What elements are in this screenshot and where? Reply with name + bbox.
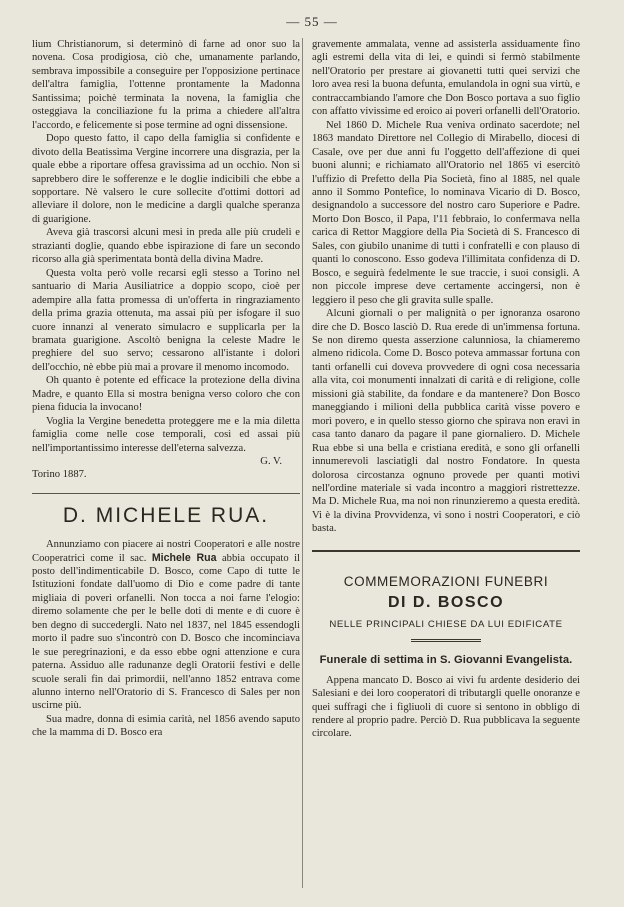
- column-divider: [302, 38, 303, 888]
- commemoration-title: COMMEMORAZIONI FUNEBRI: [343, 573, 549, 589]
- section-divider: [312, 550, 580, 552]
- paragraph: Alcuni giornali o per malignità o per ignoranza osarono dire che D. Bosco lasciò D. Rua erede di un'immensa fortuna. Se non diremo questa asserzione calunniosa, la chiameremo almeno ridicola. Come D. Bosco poteva ammassar fortuna con tanti orfanelli cui doveva provvedere di ogni cosa necessaria alla vita, coi monumenti innalzati di carità e di religione, colle missioni già stabilite, da fondare e da mantenere? Don Bosco maneggiando i milioni della pubblica carità visse povero e morì povero, e in quello stesso giorno che spirava non eravi in casa tanto danaro da pagare il pane giornaliero. D. Michele Rua ebbe sì una bella e cristiana eredità, e sono gli orfanelli innumerevoli lasciatigli dal nostro Fondatore. In questa dolorosa circostanza ognuno provede per quanti motivi nell'ordine materiale si vada incontro a maggiori ristrettezze. Ma D. Michele Rua, ma noi non rinunzieremo a questa eredità. Vi è la divina Provvidenza, vi sono i nostri Cooperatori, e ciò basta.: [312, 308, 580, 535]
- section-divider: [32, 493, 300, 494]
- paragraph: Sua madre, donna di esimia carità, nel 1856 avendo saputo che la mamma di D. Bosco era: [32, 713, 300, 739]
- section-title: D. MICHELE RUA.: [62, 504, 270, 528]
- paragraph: gravemente ammalata, venne ad assisterla assiduamente fino agli estremi della vita di lei, e quindi si fermò stabilmente nell'Oratorio per prestare ai giovanetti tutti quei servizi che loro avea resi la buona defunta, emulandola in ogni sua virtù, e contraccambiando l'amore che Don Bosco portava a suo figlio con affatto vivissime ed eroico ai poveri orfanelli dell'Oratorio.: [312, 39, 580, 118]
- subheading: Funerale di settima in S. Giovanni Evangelista.: [319, 654, 573, 667]
- paragraph: [32, 538, 300, 713]
- paragraph: Nel 1860 D. Michele Rua veniva ordinato sacerdote; nel 1863 mandato Direttore nel Collegio di Mirabello, diocesi di Casale, ove per due anni fu l'oggetto dell'affezione di quei buoni alunni; e richiamato all'Oratorio nel 1865 vi esercitò l'uffizio di Prefetto della Pia Società, fino al 1885, nel quale anno il Sommo Pontefice, lo nominava Vicario di D. Bosco, designandolo a successore del nostro caro Superiore e Padre. Morto Don Bosco, il Papa, l'11 febbraio, lo confermava nella carica di Rettor Maggiore della Pia Società di S. Francesco di Sales, con giubilo unanime di tutti i confratelli e con plauso di quanti lo conoscono. Esso godeva l'illimitata confidenza di D. Bosco, e seguirà fedelmente le sue traccie, i suoi consigli. A non piccole imprese deve certamente accingersi, non è leggiero il peso che gli gravita sulle spalle.: [312, 119, 580, 306]
- paragraph: Oh quanto è potente ed efficace la protezione della divina Madre, e quanto Ella si mostra benigna verso coloro che con piena fiducia la invocano!: [32, 375, 300, 414]
- person-name: Michele Rua: [151, 551, 217, 564]
- signoff: [32, 455, 300, 481]
- ornamental-rule: [411, 639, 481, 642]
- paragraph: Appena mancato D. Bosco ai vivi fu ardente desiderio dei Salesiani e dei loro cooperatori di tributargli quelle onoranze e quei suffragi che i figliuoli di cuore si sentono in obbligo di rendere al proprio padre. Perciò D. Rua pubblicava la seguente circolare.: [312, 674, 580, 740]
- signature: G. V.: [260, 456, 282, 468]
- page-number: — 55 —: [286, 14, 338, 29]
- paragraph: Voglia la Vergine benedetta proteggere me e la mia diletta famiglia come nelle cose temporali, così ed assai più nell'importantissimo interesse dell'eterna salvezza.: [32, 415, 300, 454]
- place-date: Torino 1887.: [32, 469, 87, 481]
- paragraph: lium Christianorum, si determinò di farne ad onor suo la novena. Cosa prodigiosa, ciò che, umanamente parlando, sembrava impossibile a conseguire per l'opposizione pertinace dell'altra famiglia, l'ottenne prontamente la Madonna Santissima; poichè terminata la novena, la famiglia che osteggiava la conciliazione fu la prima a chiedere all'altra l'accordo, e felicemente si pose termine ad ogni dissensione.: [32, 39, 300, 131]
- paragraph: Questa volta però volle recarsi egli stesso a Torino nel santuario di Maria Ausiliatrice a doppio scopo, cioè per adempire alla fatta promessa di un'offerta in ringraziamento della prima grazia ottenuta, ma assai più per isfogare il suo cuore innanzi al venerato simulacro e supplicarla per la bramata guarigione. Ascoltò benigna la celeste Madre le preghiere del suo servo; cessarono all'istante i dolori dell'occhio, nè ebbe più mai a provare il menomo incomodo.: [32, 267, 300, 373]
- paragraph: Aveva già trascorsi alcuni mesi in preda alle più crudeli e strazianti doglie, quando ebbe ispirazione di fare un secondo ricorso alla già sperimentata bontà della divina Madre.: [32, 227, 300, 266]
- commemoration-note: NELLE PRINCIPALI CHIESE DA LUI EDIFICATE: [329, 618, 563, 630]
- paragraph-text: Annunziamo con piacere ai nostri Cooperatori e alle nostre Cooperatrici come il sac.: [32, 539, 300, 564]
- right-column: [312, 38, 580, 741]
- commemoration-subtitle: DI D. BOSCO: [387, 593, 505, 611]
- left-column: [32, 38, 300, 740]
- paragraph: Dopo questo fatto, il capo della famiglia si confidente e divoto della Beatissima Vergine incorrere una disgrazia, per la quale ebbe a riportare offesa gravissima ad un occhio. Non si saprebbero dire le sofferenze e le doglie indicibili che ebbe a sopportare. Nè valsero le cure sollecite d'ottimi dottori ad alleviare il dolore, non le medicine a dargli qualche speranza di guarigione.: [32, 133, 300, 225]
- paragraph-text: abbia occupato il posto dell'indimenticabile D. Bosco, come Capo di tutte le Istituzioni fondate dall'uomo di Dio e come padre di tante migliaia di poveri orfanelli. Non tocca a noi farne l'elogio: diremo solamente che per le belle doti di mente e di cuore è ben degno di succedergli. Nato nel 1837, nel 1845 essendogli morto il padre suo s'incontrò con D. Bosco che incominciava le sue peregrinazioni, e da esso ebbe ogni attenzione e cura paterna. Assiduo alle radunanze degli Oratorii festivi e delle scuole serali fin dai primordii, nell'anno 1852 entrava come alunno interno nell'Oratorio di S. Francesco di Sales per non uscirne più.: [32, 552, 300, 712]
